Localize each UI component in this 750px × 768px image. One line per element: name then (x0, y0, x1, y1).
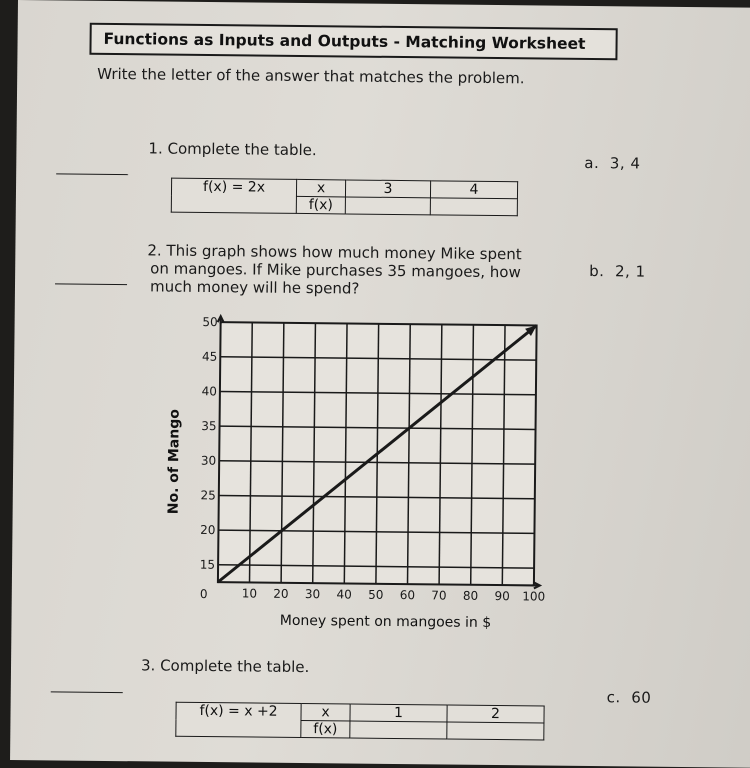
answer-b-letter: b. (589, 261, 605, 281)
chart-x-axis-label: Money spent on mangoes in $ (279, 612, 492, 631)
instructions: Write the letter of the answer that matches the problem. (97, 64, 525, 88)
answer-choice-c (607, 688, 652, 706)
chart-y-tick-label: 15 (199, 557, 216, 572)
chart-y-tick-label: 30 (200, 453, 217, 468)
chart-x-tick-label: 40 (336, 587, 352, 602)
problem-1-x-label: x (296, 179, 345, 197)
chart-x-tick-label: 20 (273, 586, 289, 601)
problem-3-fx-label: f(x) (301, 721, 350, 739)
problem-3-input-2: 2 (447, 705, 544, 723)
problem-1-output-2[interactable] (430, 198, 517, 216)
worksheet-page (10, 0, 750, 768)
answer-choice-a (584, 154, 640, 173)
problem-1-table (171, 178, 518, 217)
answer-a-letter: a. (584, 153, 600, 173)
mango-chart (161, 314, 544, 638)
problem-2-prompt (147, 241, 522, 299)
problem-1-input-1: 3 (345, 180, 430, 198)
problem-3-output-1[interactable] (350, 721, 447, 739)
problem-2-line-2: on mangoes. If Mike purchases 35 mangoes, how (150, 259, 521, 282)
chart-y-tick-label: 25 (200, 488, 216, 503)
problem-1-output-1[interactable] (345, 197, 430, 215)
answer-b-value: 2, 1 (614, 262, 646, 281)
worksheet-title (89, 23, 617, 61)
chart-x-tick-label: 50 (368, 587, 384, 602)
problem-3-table (175, 702, 544, 741)
chart-y-axis-label: No. of Mango (165, 409, 183, 515)
chart-x-tick-label: 80 (462, 588, 479, 603)
problem-1-prompt: 1. Complete the table. (148, 139, 317, 160)
chart-x-tick-label: 10 (241, 586, 258, 601)
problem-1-input-2: 4 (430, 181, 517, 199)
problem-1-fx-label: f(x) (296, 196, 345, 214)
mango-chart-svg (161, 314, 544, 638)
answer-a-value: 3, 4 (609, 154, 641, 173)
problem-1-function: f(x) = 2x (171, 178, 296, 213)
answer-blank-1[interactable] (56, 173, 128, 175)
chart-y-tick-label: 45 (201, 349, 218, 364)
answer-c-value: 60 (631, 688, 652, 707)
chart-y-tick-label: 50 (202, 314, 218, 330)
chart-x-tick-label: 90 (494, 589, 510, 604)
chart-y-tick-label: 35 (201, 418, 217, 434)
chart-y-tick-label: 20 (200, 522, 216, 538)
chart-x-tick-label: 60 (399, 588, 416, 603)
chart-x-tick-label: 100 (522, 589, 546, 604)
problem-3-prompt: 3. Complete the table. (140, 656, 310, 677)
chart-x-tick-label: 30 (304, 587, 321, 602)
problem-3-output-2[interactable] (447, 722, 544, 740)
answer-c-letter: c. (606, 688, 621, 707)
chart-x-tick-label: 70 (431, 588, 447, 603)
chart-origin-label: 0 (199, 586, 208, 602)
problem-3-x-label: x (301, 704, 350, 722)
problem-3-input-1: 1 (350, 704, 447, 722)
chart-y-tick-label: 40 (201, 384, 217, 399)
problem-2-line-3: much money will he spend? (149, 277, 360, 298)
answer-blank-3[interactable] (51, 691, 123, 693)
answer-blank-2[interactable] (55, 283, 127, 285)
answer-choice-b (589, 262, 646, 281)
problem-2-line-1: 2. This graph shows how much money Mike spent (147, 241, 522, 264)
worksheet-title-text: Functions as Inputs and Outputs - Matching Worksheet (103, 29, 586, 53)
problem-3-function: f(x) = x +2 (176, 702, 301, 737)
